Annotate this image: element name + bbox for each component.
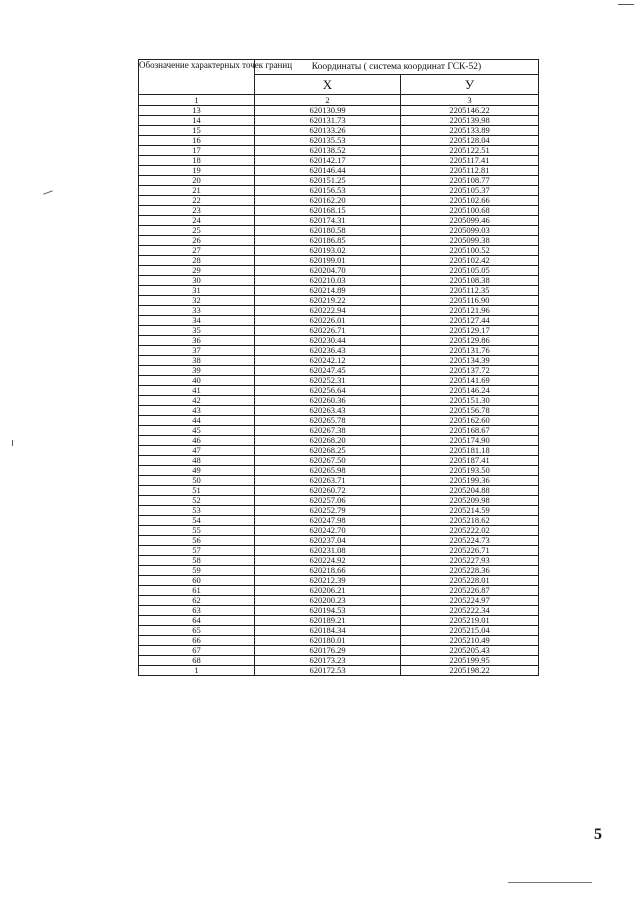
table-row [139, 546, 539, 556]
point-id-cell: 49 [139, 466, 255, 476]
x-coordinate-cell: 620204.70 [255, 266, 401, 276]
table-row [139, 386, 539, 396]
table-row [139, 176, 539, 186]
table-row [139, 616, 539, 626]
x-coordinate-cell: 620260.36 [255, 396, 401, 406]
point-id-cell: 29 [139, 266, 255, 276]
point-id-cell: 30 [139, 276, 255, 286]
y-coordinate-cell: 2205102.66 [401, 196, 539, 206]
y-coordinate-cell: 2205121.96 [401, 306, 539, 316]
table-row [139, 496, 539, 506]
table-row [139, 116, 539, 126]
x-coordinate-cell: 620180.01 [255, 636, 401, 646]
column-number-2: 2 [255, 95, 401, 106]
y-coordinate-cell: 2205204.88 [401, 486, 539, 496]
point-id-cell: 59 [139, 566, 255, 576]
point-id-cell: 22 [139, 196, 255, 206]
x-coordinate-cell: 620265.98 [255, 466, 401, 476]
point-id-cell: 53 [139, 506, 255, 516]
x-coordinate-cell: 620206.21 [255, 586, 401, 596]
x-coordinate-cell: 620242.12 [255, 356, 401, 366]
point-id-cell: 65 [139, 626, 255, 636]
table-row [139, 566, 539, 576]
point-id-cell: 40 [139, 376, 255, 386]
point-id-cell: 32 [139, 296, 255, 306]
point-id-cell: 64 [139, 616, 255, 626]
table-row [139, 196, 539, 206]
x-coordinate-cell: 620237.04 [255, 536, 401, 546]
y-coordinate-cell: 2205129.86 [401, 336, 539, 346]
column-number-3: 3 [401, 95, 539, 106]
x-coordinate-cell: 620174.31 [255, 216, 401, 226]
x-coordinate-cell: 620218.66 [255, 566, 401, 576]
x-coordinate-cell: 620242.70 [255, 526, 401, 536]
x-coordinate-cell: 620200.23 [255, 596, 401, 606]
table-row [139, 586, 539, 596]
y-coordinate-cell: 2205156.78 [401, 406, 539, 416]
y-coordinate-cell: 2205228.36 [401, 566, 539, 576]
y-coordinate-cell: 2205215.04 [401, 626, 539, 636]
table-row [139, 366, 539, 376]
table-row [139, 426, 539, 436]
table-body [139, 106, 539, 676]
x-coordinate-cell: 620268.20 [255, 436, 401, 446]
x-coordinate-cell: 620267.50 [255, 456, 401, 466]
table-row [139, 556, 539, 566]
y-coordinate-cell: 2205099.03 [401, 226, 539, 236]
point-id-cell: 63 [139, 606, 255, 616]
point-id-cell: 56 [139, 536, 255, 546]
table-row [139, 456, 539, 466]
point-id-cell: 57 [139, 546, 255, 556]
x-coordinate-cell: 620156.53 [255, 186, 401, 196]
y-coordinate-cell: 2205227.93 [401, 556, 539, 566]
y-coordinate-cell: 2205224.73 [401, 536, 539, 546]
coordinates-system-header: Координаты ( система координат ГСК-52) [255, 60, 539, 75]
point-id-cell: 15 [139, 126, 255, 136]
point-id-cell: 13 [139, 106, 255, 116]
table-row [139, 446, 539, 456]
y-coordinate-cell: 2205112.81 [401, 166, 539, 176]
table-row [139, 316, 539, 326]
table-row [139, 656, 539, 666]
point-id-cell: 14 [139, 116, 255, 126]
y-coordinate-cell: 2205099.38 [401, 236, 539, 246]
point-id-cell: 18 [139, 156, 255, 166]
y-coordinate-cell: 2205134.39 [401, 356, 539, 366]
point-id-cell: 42 [139, 396, 255, 406]
point-id-cell: 16 [139, 136, 255, 146]
x-coordinate-cell: 620131.73 [255, 116, 401, 126]
table-row [139, 526, 539, 536]
point-id-cell: 24 [139, 216, 255, 226]
y-coordinate-cell: 2205141.69 [401, 376, 539, 386]
point-id-cell: 55 [139, 526, 255, 536]
x-coordinate-cell: 620214.89 [255, 286, 401, 296]
point-id-cell: 33 [139, 306, 255, 316]
scan-artifact [12, 440, 13, 446]
column-number-1: 1 [139, 95, 255, 106]
y-coordinate-cell: 2205122.51 [401, 146, 539, 156]
y-coordinate-cell: 2205139.98 [401, 116, 539, 126]
x-coordinate-cell: 620236.43 [255, 346, 401, 356]
x-coordinate-cell: 620151.25 [255, 176, 401, 186]
table-row [139, 286, 539, 296]
point-id-cell: 61 [139, 586, 255, 596]
scan-artifact [43, 190, 53, 194]
table-row [139, 626, 539, 636]
y-coordinate-cell: 2205102.42 [401, 256, 539, 266]
y-coordinate-cell: 2205224.97 [401, 596, 539, 606]
x-coordinate-cell: 620263.43 [255, 406, 401, 416]
y-coordinate-cell: 2205117.41 [401, 156, 539, 166]
x-coordinate-cell: 620212.39 [255, 576, 401, 586]
y-coordinate-cell: 2205226.71 [401, 546, 539, 556]
point-id-cell: 54 [139, 516, 255, 526]
point-id-cell: 39 [139, 366, 255, 376]
table-row [139, 246, 539, 256]
point-id-cell: 17 [139, 146, 255, 156]
y-coordinate-cell: 2205209.98 [401, 496, 539, 506]
x-coordinate-cell: 620142.17 [255, 156, 401, 166]
point-id-cell: 26 [139, 236, 255, 246]
y-coordinate-cell: 2205100.52 [401, 246, 539, 256]
y-coordinate-cell: 2205205.43 [401, 646, 539, 656]
table-row [139, 266, 539, 276]
y-coordinate-cell: 2205226.87 [401, 586, 539, 596]
point-id-cell: 20 [139, 176, 255, 186]
y-coordinate-cell: 2205112.35 [401, 286, 539, 296]
table-row [139, 506, 539, 516]
table-row [139, 436, 539, 446]
table-row [139, 646, 539, 656]
table-row [139, 466, 539, 476]
x-coordinate-cell: 620173.23 [255, 656, 401, 666]
scan-artifact [508, 882, 592, 883]
y-coordinate-cell: 2205214.59 [401, 506, 539, 516]
table-row [139, 106, 539, 116]
point-id-cell: 68 [139, 656, 255, 666]
x-coordinate-cell: 620194.53 [255, 606, 401, 616]
y-coordinate-cell: 2205131.76 [401, 346, 539, 356]
table-row [139, 296, 539, 306]
x-coordinate-cell: 620219.22 [255, 296, 401, 306]
table-row [139, 416, 539, 426]
x-coordinate-cell: 620138.52 [255, 146, 401, 156]
point-id-cell: 58 [139, 556, 255, 566]
point-id-cell: 43 [139, 406, 255, 416]
table-row [139, 206, 539, 216]
y-coordinate-cell: 2205218.62 [401, 516, 539, 526]
point-id-cell: 25 [139, 226, 255, 236]
table-row [139, 356, 539, 366]
x-coordinate-cell: 620162.20 [255, 196, 401, 206]
table-row [139, 136, 539, 146]
point-id-cell: 36 [139, 336, 255, 346]
y-coordinate-cell: 2205222.34 [401, 606, 539, 616]
y-coordinate-cell: 2205105.05 [401, 266, 539, 276]
y-coordinate-cell: 2205181.18 [401, 446, 539, 456]
y-coordinate-cell: 2205187.41 [401, 456, 539, 466]
y-coordinate-cell: 2205137.72 [401, 366, 539, 376]
coordinates-table [138, 59, 539, 676]
x-coordinate-cell: 620172.53 [255, 666, 401, 676]
x-coordinate-cell: 620247.45 [255, 366, 401, 376]
x-coordinate-cell: 620168.15 [255, 206, 401, 216]
point-id-cell: 66 [139, 636, 255, 646]
x-coordinate-cell: 620268.25 [255, 446, 401, 456]
table-row [139, 596, 539, 606]
table-row [139, 376, 539, 386]
x-coordinate-cell: 620247.98 [255, 516, 401, 526]
y-coordinate-cell: 2205116.90 [401, 296, 539, 306]
table-row [139, 406, 539, 416]
point-id-cell: 35 [139, 326, 255, 336]
y-coordinate-cell: 2205105.37 [401, 186, 539, 196]
x-coordinate-cell: 620256.64 [255, 386, 401, 396]
point-id-cell: 37 [139, 346, 255, 356]
x-coordinate-cell: 620193.02 [255, 246, 401, 256]
x-coordinate-cell: 620210.03 [255, 276, 401, 286]
x-coordinate-cell: 620184.34 [255, 626, 401, 636]
point-id-cell: 1 [139, 666, 255, 676]
y-coordinate-cell: 2205210.49 [401, 636, 539, 646]
x-coordinate-cell: 620176.29 [255, 646, 401, 656]
table-row [139, 146, 539, 156]
point-id-cell: 62 [139, 596, 255, 606]
x-coordinate-cell: 620146.44 [255, 166, 401, 176]
table-row [139, 576, 539, 586]
x-coordinate-cell: 620231.08 [255, 546, 401, 556]
y-coordinate-cell: 2205162.60 [401, 416, 539, 426]
x-coordinate-cell: 620265.78 [255, 416, 401, 426]
table-row [139, 476, 539, 486]
table-row [139, 636, 539, 646]
x-coordinate-cell: 620130.99 [255, 106, 401, 116]
y-coordinate-cell: 2205193.50 [401, 466, 539, 476]
point-id-cell: 27 [139, 246, 255, 256]
table-row [139, 306, 539, 316]
x-coordinate-cell: 620226.01 [255, 316, 401, 326]
point-id-cell: 44 [139, 416, 255, 426]
point-id-cell: 67 [139, 646, 255, 656]
point-id-cell: 46 [139, 436, 255, 446]
table-row [139, 396, 539, 406]
table-row [139, 326, 539, 336]
point-id-cell: 52 [139, 496, 255, 506]
y-coordinate-cell: 2205146.24 [401, 386, 539, 396]
table-row [139, 166, 539, 176]
point-id-cell: 34 [139, 316, 255, 326]
point-id-cell: 50 [139, 476, 255, 486]
y-coordinate-cell: 2205146.22 [401, 106, 539, 116]
table-row [139, 236, 539, 246]
table-row [139, 156, 539, 166]
point-id-cell: 41 [139, 386, 255, 396]
y-column-header: У [401, 75, 539, 95]
point-id-cell: 60 [139, 576, 255, 586]
table-row [139, 336, 539, 346]
table-row [139, 276, 539, 286]
point-id-cell: 23 [139, 206, 255, 216]
x-coordinate-cell: 620135.53 [255, 136, 401, 146]
table-row [139, 536, 539, 546]
table-row [139, 186, 539, 196]
x-coordinate-cell: 620252.31 [255, 376, 401, 386]
point-id-cell: 21 [139, 186, 255, 196]
x-coordinate-cell: 620230.44 [255, 336, 401, 346]
y-coordinate-cell: 2205100.68 [401, 206, 539, 216]
y-coordinate-cell: 2205174.90 [401, 436, 539, 446]
table-row [139, 516, 539, 526]
x-coordinate-cell: 620189.21 [255, 616, 401, 626]
y-coordinate-cell: 2205108.77 [401, 176, 539, 186]
point-id-cell: 38 [139, 356, 255, 366]
page-number: 5 [594, 826, 602, 843]
x-coordinate-cell: 620222.94 [255, 306, 401, 316]
x-column-header: X [255, 75, 401, 95]
y-coordinate-cell: 2205198.22 [401, 666, 539, 676]
table-header [139, 60, 539, 106]
y-coordinate-cell: 2205128.04 [401, 136, 539, 146]
x-coordinate-cell: 620180.58 [255, 226, 401, 236]
point-id-cell: 28 [139, 256, 255, 266]
y-coordinate-cell: 2205108.38 [401, 276, 539, 286]
point-id-cell: 47 [139, 446, 255, 456]
point-id-cell: 31 [139, 286, 255, 296]
y-coordinate-cell: 2205129.17 [401, 326, 539, 336]
table-row [139, 666, 539, 676]
x-coordinate-cell: 620199.01 [255, 256, 401, 266]
table-row [139, 216, 539, 226]
table-row [139, 126, 539, 136]
y-coordinate-cell: 2205222.02 [401, 526, 539, 536]
table-row [139, 346, 539, 356]
point-id-cell: 45 [139, 426, 255, 436]
y-coordinate-cell: 2205228.01 [401, 576, 539, 586]
y-coordinate-cell: 2205151.30 [401, 396, 539, 406]
x-coordinate-cell: 620224.92 [255, 556, 401, 566]
y-coordinate-cell: 2205199.36 [401, 476, 539, 486]
y-coordinate-cell: 2205127.44 [401, 316, 539, 326]
y-coordinate-cell: 2205168.67 [401, 426, 539, 436]
point-designation-header: Обозначение характерных точек границ [139, 60, 255, 95]
y-coordinate-cell: 2205133.89 [401, 126, 539, 136]
point-id-cell: 48 [139, 456, 255, 466]
x-coordinate-cell: 620267.38 [255, 426, 401, 436]
y-coordinate-cell: 2205219.01 [401, 616, 539, 626]
table-row [139, 486, 539, 496]
x-coordinate-cell: 620186.85 [255, 236, 401, 246]
table-row [139, 256, 539, 266]
point-id-cell: 19 [139, 166, 255, 176]
scan-artifact [618, 4, 634, 5]
x-coordinate-cell: 620133.26 [255, 126, 401, 136]
point-id-cell: 51 [139, 486, 255, 496]
x-coordinate-cell: 620263.71 [255, 476, 401, 486]
table-row [139, 226, 539, 236]
x-coordinate-cell: 620257.06 [255, 496, 401, 506]
y-coordinate-cell: 2205099.46 [401, 216, 539, 226]
y-coordinate-cell: 2205199.95 [401, 656, 539, 666]
x-coordinate-cell: 620260.72 [255, 486, 401, 496]
table-row [139, 606, 539, 616]
x-coordinate-cell: 620252.79 [255, 506, 401, 516]
x-coordinate-cell: 620226.71 [255, 326, 401, 336]
